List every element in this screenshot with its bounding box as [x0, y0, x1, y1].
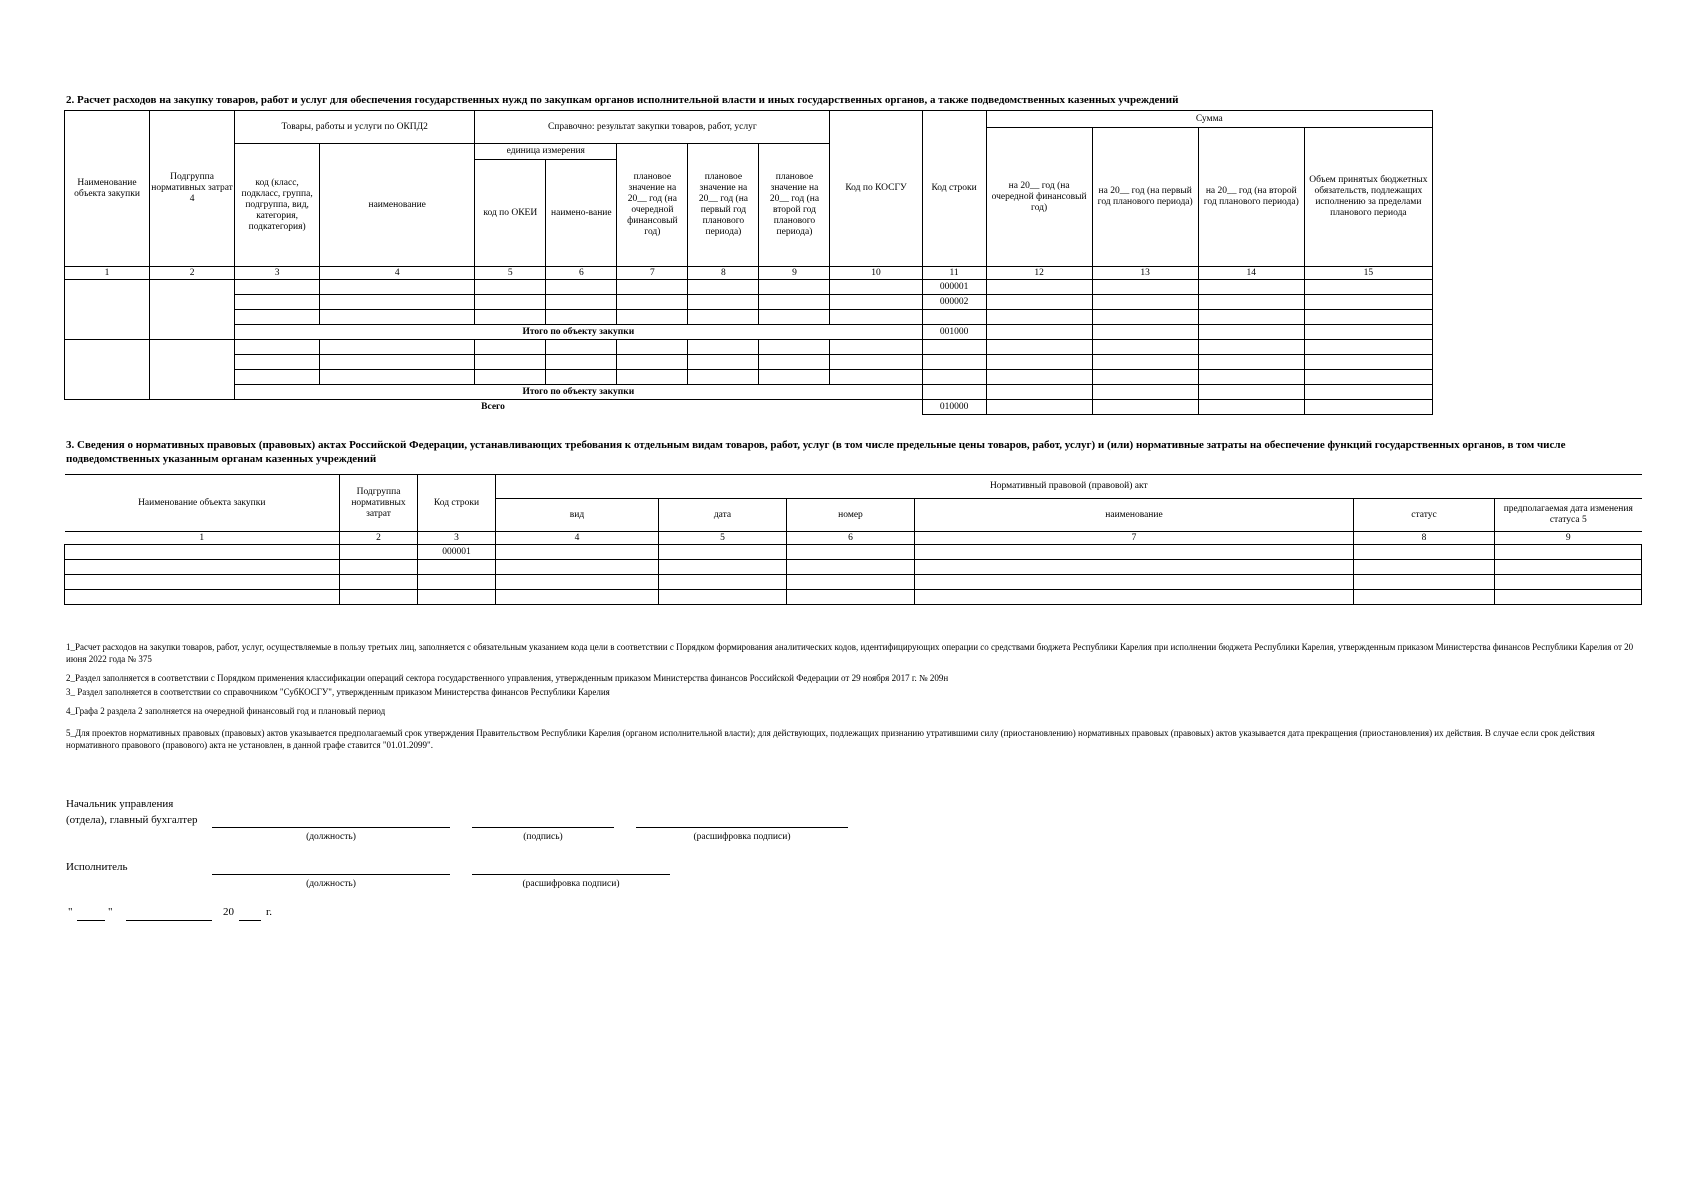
header-code: код (класс, подкласс, группа, подгруппа, вид, категория, подкатегория) [235, 144, 320, 267]
date-day-line[interactable] [77, 920, 105, 921]
subgroup-cell[interactable] [150, 280, 235, 340]
signature-line[interactable] [472, 827, 614, 828]
header-reference-group: Справочно: результат закупки товаров, работ, услуг [475, 111, 830, 144]
executor-decoding-caption: (расшифровка подписи) [522, 879, 620, 889]
object-name-cell[interactable] [65, 280, 150, 340]
s3-header-status: статус [1354, 499, 1495, 532]
decoding-caption: (расшифровка подписи) [693, 832, 791, 842]
col-number: 2 [340, 532, 418, 545]
col-number: 1 [65, 267, 150, 280]
s3-header-row-code: Код строки [418, 475, 496, 532]
s3-header-subgroup: Подгруппа нормативных затрат [340, 475, 418, 532]
header-sum-group: Сумма [986, 111, 1432, 128]
col-number: 5 [475, 267, 546, 280]
col-number: 9 [1495, 532, 1642, 545]
col-number: 2 [150, 267, 235, 280]
table-row [65, 590, 1642, 605]
position-caption: (должность) [306, 832, 356, 842]
total-code: 010000 [922, 400, 986, 415]
col-number: 8 [688, 267, 759, 280]
col-number: 1 [65, 532, 340, 545]
signature-caption: (подпись) [523, 832, 563, 842]
header-name: наименование [320, 144, 475, 267]
section3-title: 3. Сведения о нормативных правовых (правовых) актах Российской Федерации, устанавливающих требования к отдельным видам товаров, работ, услуг (в том числе предельные цены товаров, работ, услуг) и (или) нормативные затраты на обеспечение функций государственных органов, в том числе подведомственных указанным органам казенных учреждений [66, 439, 1566, 465]
executor-position-line[interactable] [212, 874, 450, 875]
s3-header-act-group: Нормативный правовой (правовой) акт [496, 475, 1642, 499]
executor-decoding-line[interactable] [472, 874, 670, 875]
header-object-name: Наименование объекта закупки [65, 111, 150, 267]
row-code-cell: 000002 [922, 295, 986, 310]
footnote-1: 1_Расчет расходов на закупки товаров, работ, услуг, осуществляемые в пользу третьих лиц, заполняется с обязательным указанием кода цели в соответствии с Порядком формирования аналитических кодов, идентифицирующих операции со средствами бюджета Республики Карелия при исполнении бюджета Республики Карелия, утвержденным приказом Министерства финансов Республики Карелия от 20 июня 2022 года № 375 [66, 642, 1634, 664]
footnote-3: 3_ Раздел заполняется в соответствии со справочником "СубКОСГУ", утвержденным приказом Министерства финансов Республики Карелия [66, 687, 610, 697]
object-name-cell[interactable] [65, 340, 150, 400]
row-code-cell: 000001 [922, 280, 986, 295]
col-number: 9 [759, 267, 830, 280]
section2-title: 2. Расчет расходов на закупку товаров, работ и услуг для обеспечения государственных нужд по закупкам органов исполнительной власти и иных государственных органов, а также подведомственных казенных учреждений [66, 94, 1179, 106]
subtotal-code: 001000 [922, 325, 986, 340]
col-number: 6 [546, 267, 617, 280]
header-planned-2: плановое значение на 20__ год (на первый год планового периода) [688, 144, 759, 267]
header-unit-group: единица измерения [475, 144, 617, 160]
s3-header-number: номер [787, 499, 915, 532]
col-number: 7 [617, 267, 688, 280]
header-sum-2: на 20__ год (на первый год планового периода) [1092, 128, 1198, 267]
s3-header-change-date: предполагаемая дата изменения статуса 5 [1495, 499, 1642, 532]
header-unit-name: наимено-вание [546, 160, 617, 267]
header-row-code: Код строки [922, 111, 986, 267]
head-title-line2: (отдела), главный бухгалтер [66, 814, 198, 826]
subtotal-row [65, 385, 1433, 400]
table-row [65, 280, 1433, 295]
col-number: 12 [986, 267, 1092, 280]
col-number: 6 [787, 532, 915, 545]
col-number: 14 [1198, 267, 1304, 280]
col-number: 5 [659, 532, 787, 545]
header-sum-4: Объем принятых бюджетных обязательств, подлежащих исполнению за пределами планового периода [1304, 128, 1432, 267]
date-quote-close: " [108, 906, 113, 918]
position-line[interactable] [212, 827, 450, 828]
section3-table [64, 474, 1642, 605]
header-planned-3: плановое значение на 20__ год (на второй год планового периода) [759, 144, 830, 267]
s3-row-code-cell: 000001 [418, 545, 496, 560]
col-number: 10 [830, 267, 922, 280]
subtotal-label: Итого по объекту закупки [235, 325, 922, 340]
header-kosgu: Код по КОСГУ [830, 111, 922, 267]
table-row [65, 295, 1433, 310]
s3-header-date: дата [659, 499, 787, 532]
table-row [65, 575, 1642, 590]
table-row [65, 560, 1642, 575]
date-month-line[interactable] [126, 920, 212, 921]
header-planned-1: плановое значение на 20__ год (на очередной финансовый год) [617, 144, 688, 267]
col-number: 15 [1304, 267, 1432, 280]
s3-header-type: вид [496, 499, 659, 532]
footnote-4: 4_Графа 2 раздела 2 заполняется на очередной финансовый год и плановый период [66, 706, 386, 716]
header-sum-3: на 20__ год (на второй год планового периода) [1198, 128, 1304, 267]
head-title-line1: Начальник управления [66, 798, 174, 810]
s3-header-name: наименование [915, 499, 1354, 532]
date-quote-open: " [68, 906, 73, 918]
section2-table [64, 110, 1433, 415]
table-row [65, 545, 1642, 560]
col-number: 4 [320, 267, 475, 280]
date-year-suffix: г. [266, 906, 273, 918]
table-row [65, 370, 1433, 385]
table-row [65, 310, 1433, 325]
col-number: 4 [496, 532, 659, 545]
col-number: 13 [1092, 267, 1198, 280]
footnote-2: 2_Раздел заполняется в соответствии с Порядком применения классификации операций сектора государственного управления, утвержденным приказом Министерства финансов Российской Федерации от 29 ноября 2017 г. № 209н [66, 673, 949, 683]
subtotal-label: Итого по объекту закупки [235, 385, 922, 400]
table-row [65, 355, 1433, 370]
decoding-line[interactable] [636, 827, 848, 828]
header-okei: код по ОКЕИ [475, 160, 546, 267]
col-number: 3 [418, 532, 496, 545]
date-year-line[interactable] [239, 920, 261, 921]
header-subgroup: Подгруппа нормативных затрат 4 [150, 111, 235, 267]
header-goods-group: Товары, работы и услуги по ОКПД2 [235, 111, 475, 144]
total-row [65, 400, 1433, 415]
col-number: 3 [235, 267, 320, 280]
col-number: 7 [915, 532, 1354, 545]
col-number: 11 [922, 267, 986, 280]
subtotal-row [65, 325, 1433, 340]
footnote-5: 5_Для проектов нормативных правовых (правовых) актов указывается предполагаемый срок утверждения Правительством Республики Карелия (органом исполнительной власти); для действующих, подлежащих признанию утратившими силу (приостановлению) нормативных правовых (правовых) актов указывается дата прекращения (приостановления) их действия. В случае если срок действия нормативного правового (правового) акта не установлен, в данной графе ставится "01.01.2099". [66, 728, 1595, 750]
date-year-prefix: 20 [223, 906, 234, 918]
subgroup-cell[interactable] [150, 340, 235, 400]
table-row [65, 340, 1433, 355]
s3-header-object-name: Наименование объекта закупки [65, 475, 340, 532]
executor-label: Исполнитель [66, 861, 128, 873]
executor-position-caption: (должность) [306, 879, 356, 889]
total-label: Всего [65, 400, 923, 415]
col-number: 8 [1354, 532, 1495, 545]
header-sum-1: на 20__ год (на очередной финансовый год) [986, 128, 1092, 267]
